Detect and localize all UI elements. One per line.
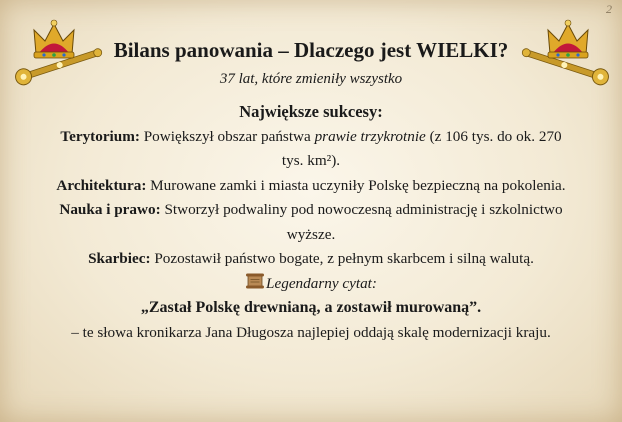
item-text: Stworzył podwaliny pod nowoczesną administrację i szkolnictwo wyższe. [160,201,563,243]
item-text: Murowane zamki i miasta uczyniły Polskę bezpieczną na pokolenia. [146,176,566,194]
item-label: Terytorium: [60,127,140,145]
quote-label-row [52,272,570,297]
legendary-quote: „Zastał Polskę drewnianą, a zostawił murowaną”. [140,299,482,316]
item-label: Skarbiec: [88,250,151,267]
success-item-architecture [52,174,570,199]
item-text: (z 106 tys. do ok. 270 tys. km²). [281,127,562,169]
item-text: Pozostawił państwo bogate, z pełnym skarbcem i silną walutą. [150,250,534,267]
main-content [52,100,570,345]
scroll-icon [245,272,265,290]
page-number: 2 [606,2,612,16]
section-heading: Największe sukcesy: [239,102,383,121]
item-label: Architektura: [56,176,147,194]
quote-label: Legendarny cytat: [266,274,377,292]
page-subtitle: 37 lat, które zmieniły wszystko [219,71,403,87]
success-item-science-law [52,198,570,247]
quote-note: – te słowa kronikarza Jana Długosza najlepiej oddają skalę modernizacji kraju. [71,323,551,341]
item-label: Nauka i prawo: [59,201,161,218]
success-item-territory [52,125,570,174]
success-item-treasury [52,247,570,272]
page-title: Bilans panowania – Dlaczego jest WIELKI? [113,38,509,62]
item-text: Powiększył obszar państwa [139,127,315,145]
item-emphasis: prawie trzykrotnie [314,127,426,145]
